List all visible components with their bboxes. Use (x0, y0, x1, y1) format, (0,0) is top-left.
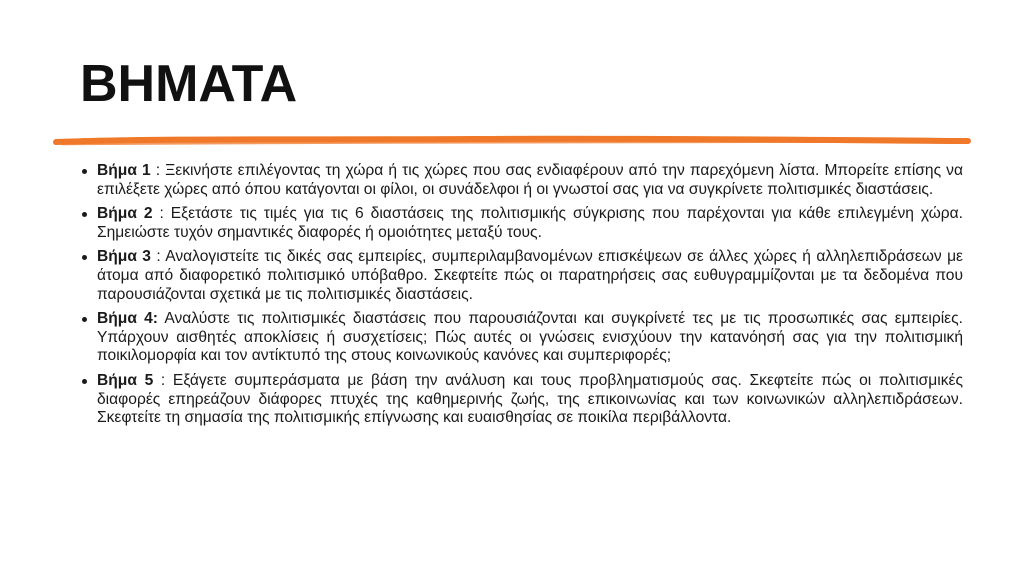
step-label: Βήμα 1 (97, 162, 151, 179)
step-item-4 (97, 310, 963, 366)
step-text: Εξάγετε συμπεράσματα με βάση την ανάλυση και τους προβληματισμούς σας. Σκεφτείτε πώς οι πολιτισμικές διαφορές επηρεάζουν διάφορες πτυχές της καθημερινής ζωής, της επικοινωνίας και των κοινωνικών αλληλεπιδράσεων. Σκεφτείτε τη σημασία της πολιτισμικής επίγνωσης και ευαισθησίας σε ποικίλα περιβάλλοντα. (97, 371, 964, 427)
step-separator: : (153, 371, 173, 389)
step-item-2 (97, 205, 963, 242)
step-text: Αναλογιστείτε τις δικές σας εμπειρίες, συμπεριλαμβανομένων επισκέψεων σε άλλες χώρες ή αλληλεπιδράσεων με άτομα από διαφορετικό πολιτισμικό υπόβαθρο. Σκεφτείτε πώς οι παρατηρήσεις σας ευθυγραμμίζονται με τα δεδομένα που παρουσιάζονται σχετικά με τις πολιτισμικές διαστάσεις. (97, 248, 964, 303)
slide-title: ΒΗΜΑΤΑ (80, 55, 298, 113)
step-text: Ξεκινήστε επιλέγοντας τη χώρα ή τις χώρες που σας ενδιαφέρουν από την παρεχόμενη λίστα. Μπορείτε επίσης να επιλέξετε χώρες από όπου κατάγονται οι φίλοι, οι συνάδελφοι ή οι γνωστοί σας για να συγκρίνετε πολιτισμικές διαστάσεις. (97, 162, 963, 198)
step-item-5 (97, 372, 963, 428)
step-item-1 (97, 162, 963, 199)
title-brush-underline (52, 128, 972, 152)
step-separator: : (150, 248, 166, 266)
step-separator: : (150, 162, 166, 179)
step-text: Αναλύστε τις πολιτισμικές διαστάσεις που παρουσιάζονται και συγκρίνετέ τες με τις προσωπικές σας εμπειρίες. Υπάρχουν αισθητές αποκλίσεις ή συσχετίσεις; Πώς αυτές οι γνώσεις ενισχύουν την κατανόησή σας για την πολιτισμική ποικιλομορφία και τον αντίκτυπό της στους κοινωνικούς κανόνες και συμπεριφορές; (97, 310, 963, 365)
step-label: Βήμα 3 (97, 248, 151, 266)
step-label: Βήμα 5 (97, 371, 154, 389)
step-separator: : (152, 205, 171, 223)
steps-list (80, 162, 963, 434)
step-label: Βήμα 2 (97, 205, 153, 223)
step-item-3 (97, 248, 963, 304)
step-label: Βήμα 4: (97, 310, 158, 328)
step-text: Εξετάστε τις τιμές για τις 6 διαστάσεις της πολιτισμικής σύγκρισης που παρέχονται για κάθε επιλεγμένη χώρα. Σημειώστε τυχόν σημαντικές διαφορές ή ομοιότητες μεταξύ τους. (97, 205, 964, 241)
